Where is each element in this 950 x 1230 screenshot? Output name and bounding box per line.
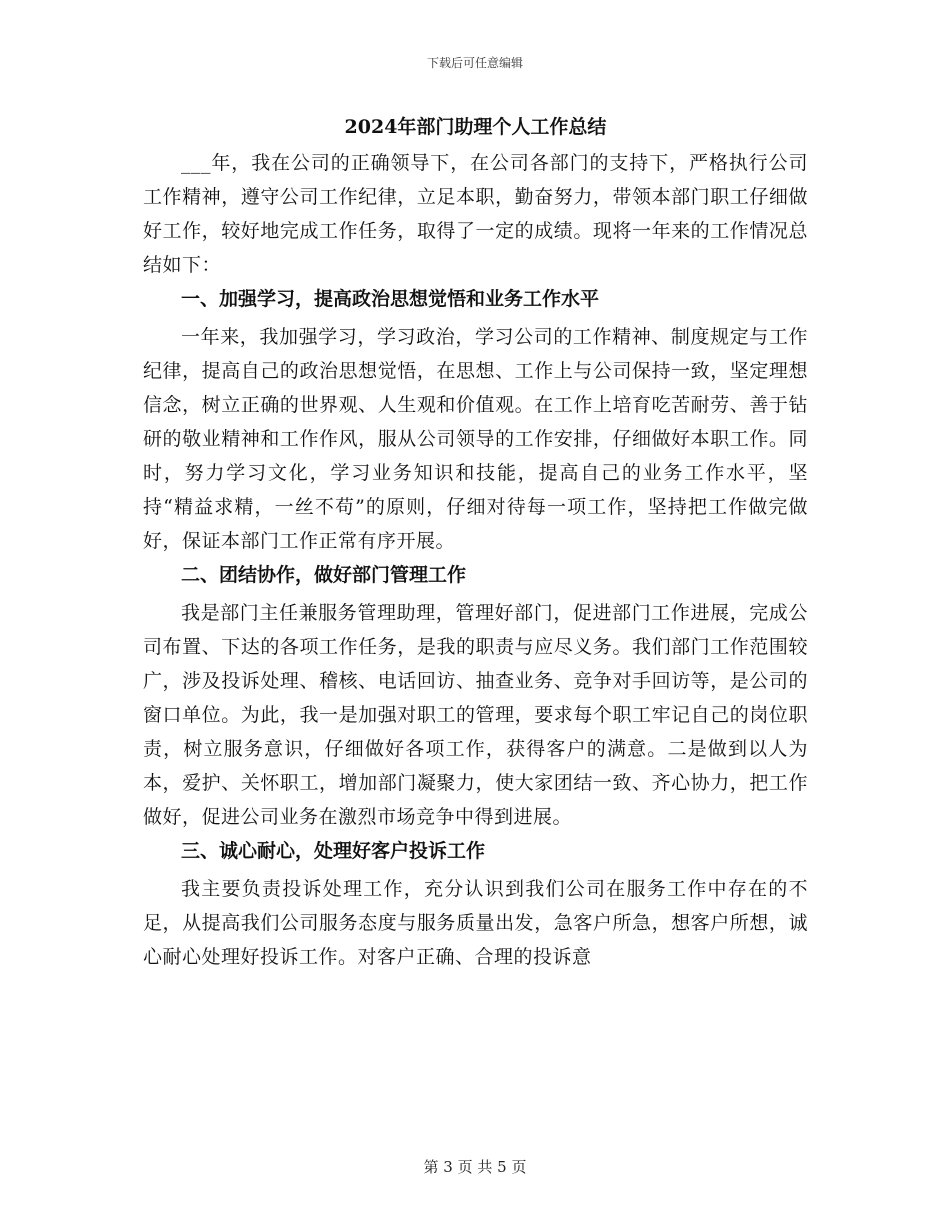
section-body-3: 我主要负责投诉处理工作，充分认识到我们公司在服务工作中存在的不足，从提高我们公司服务态度与服务质量出发，急客户所急，想客户所想，诚心耐心处理好投诉工作。对客户正确、合理的投诉意 <box>143 878 808 968</box>
document-body <box>143 112 808 974</box>
header-note: 下载后可任意编辑 <box>426 56 523 70</box>
intro-paragraph: ___年，我在公司的正确领导下，在公司各部门的支持下，严格执行公司工作精神，遵守公司工作纪律，立足本职，勤奋努力，带领本部门职工仔细做好工作，较好地完成工作任务，取得了一定的成绩。现将一年来的工作情况总结如下： <box>143 152 808 276</box>
section-body-2: 我是部门主任兼服务管理助理，管理好部门，促进部门工作进展，完成公司布置、下达的各项工作任务，是我的职责与应尽义务。我们部门工作范围较广，涉及投诉处理、稽核、电话回访、抽查业务、竞争对手回访等，是公司的窗口单位。为此，我一是加强对职工的管理，要求每个职工牢记自己的岗位职责，树立服务意识，仔细做好各项工作，获得客户的满意。二是做到以人为本，爱护、关怀职工，增加部门凝聚力，使大家团结一致、齐心协力，把工作做好，促进公司业务在激烈市场竞争中得到进展。 <box>143 602 808 828</box>
page-number: 第 3 页 共 5 页 <box>423 1158 527 1176</box>
document-title: 2024年部门助理个人工作总结 <box>344 116 607 138</box>
section-heading-2: 二、团结协作，做好部门管理工作 <box>181 564 467 586</box>
section-heading-3: 三、诚心耐心，处理好客户投诉工作 <box>181 840 486 862</box>
section-heading-1: 一、加强学习，提高政治思想觉悟和业务工作水平 <box>181 288 600 310</box>
section-body-1: 一年来，我加强学习，学习政治，学习公司的工作精神、制度规定与工作纪律，提高自己的政治思想觉悟，在思想、工作上与公司保持一致，坚定理想信念，树立正确的世界观、人生观和价值观。在工作上培育吃苦耐劳、善于钻研的敬业精神和工作作风，服从公司领导的工作安排，仔细做好本职工作。同时，努力学习文化，学习业务知识和技能，提高自己的业务工作水平，坚持“精益求精，一丝不苟”的原则，仔细对待每一项工作，坚持把工作做完做好，保证本部门工作正常有序开展。 <box>143 326 808 552</box>
